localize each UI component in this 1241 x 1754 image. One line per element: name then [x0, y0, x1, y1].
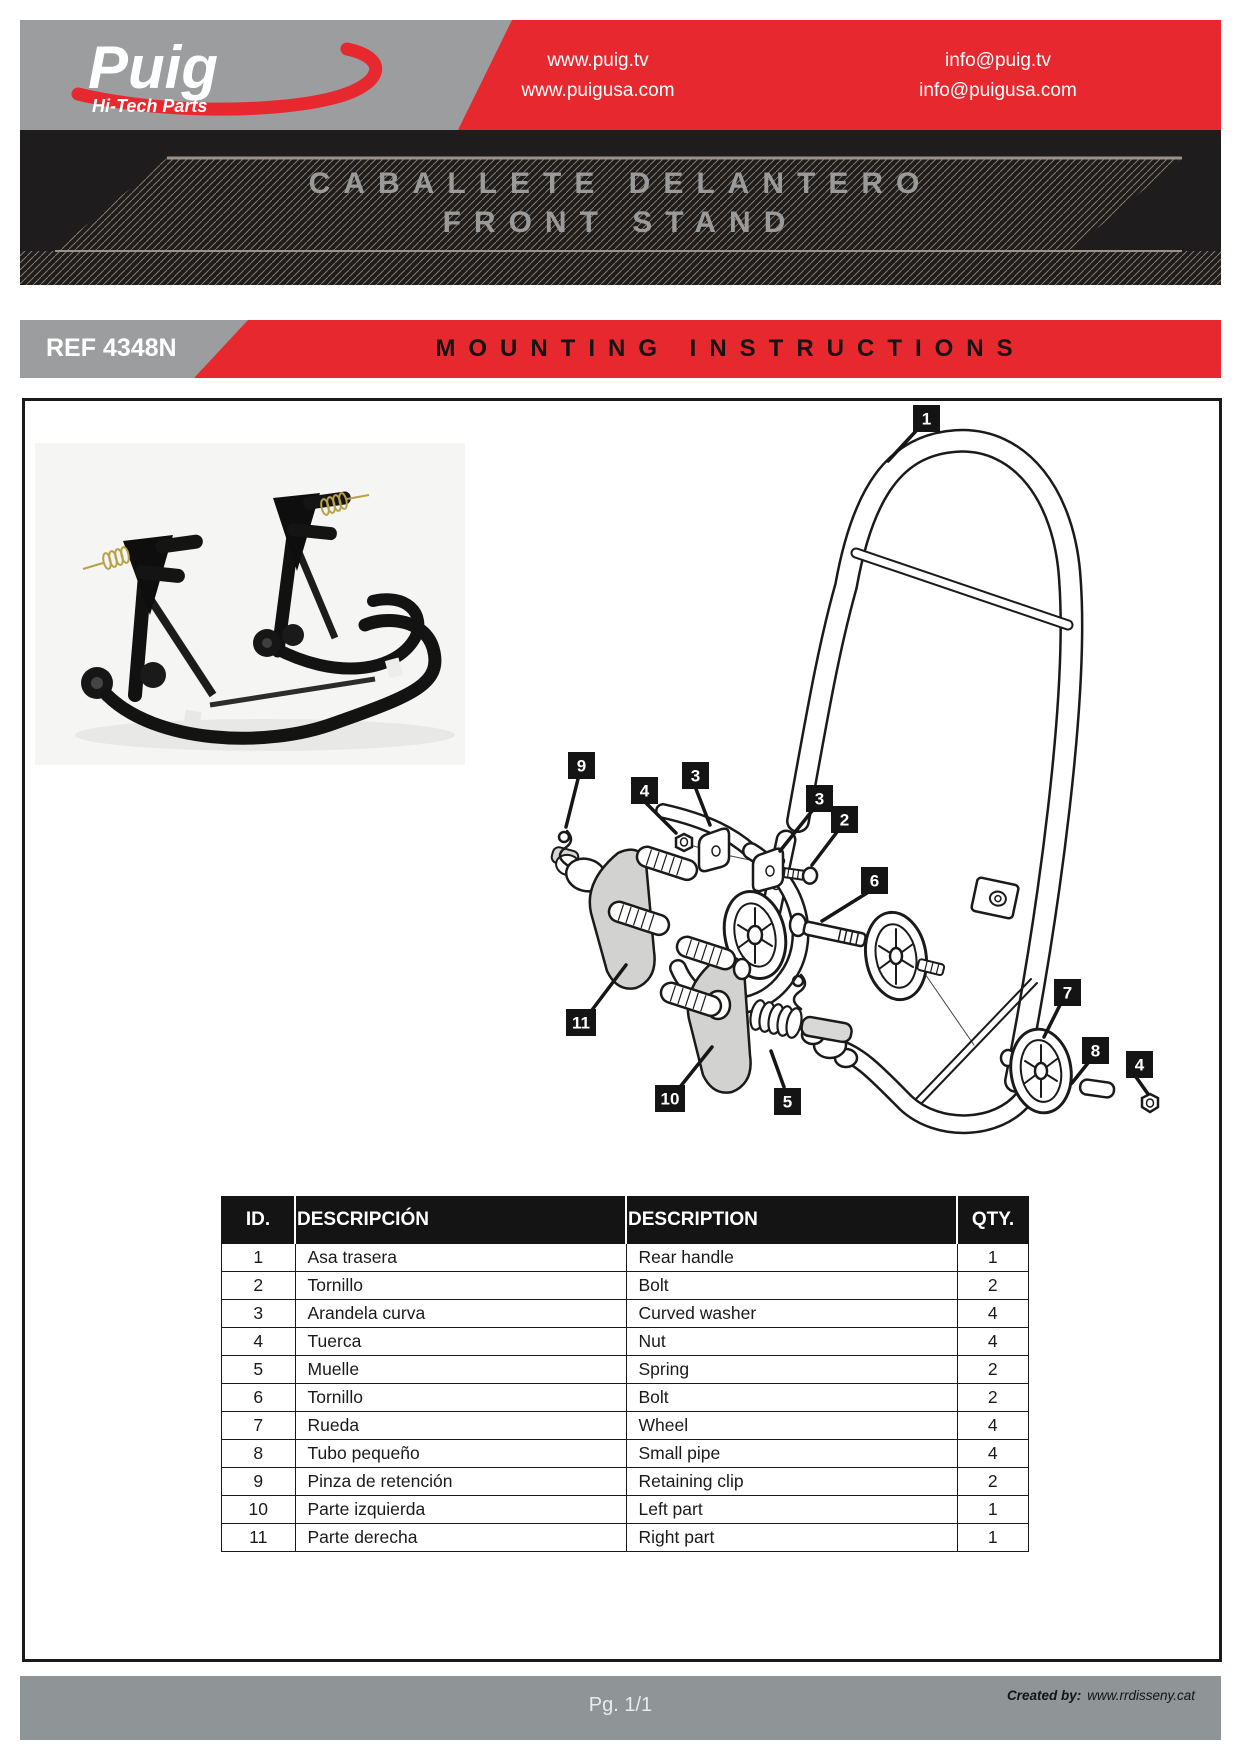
cell-en: Left part — [626, 1496, 957, 1524]
cell-en: Retaining clip — [626, 1468, 957, 1496]
cell-id: 8 — [222, 1440, 296, 1468]
cell-id: 5 — [222, 1356, 296, 1384]
cell-id: 6 — [222, 1384, 296, 1412]
svg-text:5: 5 — [782, 1092, 793, 1112]
cell-es: Parte izquierda — [295, 1496, 626, 1524]
cell-en: Rear handle — [626, 1244, 957, 1272]
table-row — [222, 1412, 1029, 1440]
cell-en: Curved washer — [626, 1300, 957, 1328]
parts-table — [221, 1196, 1029, 1552]
created-by-label: Created by: — [1006, 1688, 1082, 1703]
cell-es: Tubo pequeño — [295, 1440, 626, 1468]
cell-qty: 4 — [957, 1412, 1029, 1440]
table-row — [222, 1328, 1029, 1356]
page-footer — [20, 1676, 1221, 1740]
curved-washer-3b-icon — [753, 849, 783, 892]
reference-code: REF 4348N — [46, 334, 177, 362]
col-header-descripcion: DESCRIPCIÓN — [295, 1197, 626, 1244]
cell-es: Tornillo — [295, 1272, 626, 1300]
table-header-row — [222, 1197, 1029, 1244]
mounting-instructions-title: MOUNTING INSTRUCTIONS — [435, 335, 1026, 362]
svg-text:9: 9 — [576, 756, 587, 776]
document-title — [20, 164, 1221, 242]
svg-text:4: 4 — [639, 781, 650, 801]
cell-id: 4 — [222, 1328, 296, 1356]
email-link-puigusa: info@puigusa.com — [919, 80, 1077, 101]
cell-qty: 4 — [957, 1328, 1029, 1356]
title-banner — [20, 130, 1221, 285]
ref-banner — [20, 320, 1221, 378]
svg-text:3: 3 — [690, 766, 701, 786]
created-by-url: www.rrdisseny.cat — [1087, 1688, 1195, 1703]
table-row — [222, 1300, 1029, 1328]
col-header-id: ID. — [222, 1197, 296, 1244]
wheel-exploded-icon — [859, 907, 945, 1004]
website-links — [488, 46, 708, 106]
table-row — [222, 1272, 1029, 1300]
svg-text:1: 1 — [921, 409, 932, 429]
logo-tagline-text: Hi-Tech Parts — [92, 96, 208, 116]
svg-text:6: 6 — [869, 871, 880, 891]
cell-id: 9 — [222, 1468, 296, 1496]
document-title-es: CABALLETE DELANTERO — [308, 167, 933, 200]
curved-washer-3a-icon — [699, 829, 729, 872]
cell-es: Parte derecha — [295, 1524, 626, 1552]
created-by — [1007, 1688, 1195, 1703]
cell-es: Muelle — [295, 1356, 626, 1384]
cell-qty: 2 — [957, 1468, 1029, 1496]
page-number: Pg. 1/1 — [588, 1694, 653, 1716]
email-links — [868, 46, 1128, 106]
cell-en: Right part — [626, 1524, 957, 1552]
table-row — [222, 1524, 1029, 1552]
svg-text:8: 8 — [1090, 1041, 1101, 1061]
exploded-diagram — [468, 403, 1218, 1143]
cell-id: 10 — [222, 1496, 296, 1524]
svg-text:3: 3 — [814, 789, 825, 809]
table-row — [222, 1468, 1029, 1496]
cell-id: 7 — [222, 1412, 296, 1440]
cell-en: Wheel — [626, 1412, 957, 1440]
page-header — [20, 20, 1221, 130]
cell-en: Small pipe — [626, 1440, 957, 1468]
logo-brand-text: Puig — [88, 34, 218, 101]
website-link-puigtv: www.puig.tv — [547, 50, 649, 71]
svg-text:4: 4 — [1134, 1055, 1145, 1075]
cell-id: 11 — [222, 1524, 296, 1552]
product-photo — [35, 443, 465, 765]
cell-es: Tuerca — [295, 1328, 626, 1356]
svg-text:7: 7 — [1062, 983, 1073, 1003]
nut-4b-icon — [1142, 1094, 1158, 1112]
website-link-puigusa: www.puigusa.com — [521, 80, 675, 101]
nut-4a-icon — [676, 834, 692, 851]
svg-text:10: 10 — [660, 1089, 680, 1109]
col-header-description: DESCRIPTION — [626, 1197, 957, 1244]
cell-id: 1 — [222, 1244, 296, 1272]
cell-qty: 1 — [957, 1496, 1029, 1524]
cell-en: Bolt — [626, 1384, 957, 1412]
cell-es: Pinza de retención — [295, 1468, 626, 1496]
cell-qty: 2 — [957, 1356, 1029, 1384]
cell-qty: 1 — [957, 1244, 1029, 1272]
cell-en: Nut — [626, 1328, 957, 1356]
cell-qty: 4 — [957, 1440, 1029, 1468]
cell-qty: 2 — [957, 1384, 1029, 1412]
cell-qty: 4 — [957, 1300, 1029, 1328]
cell-es: Rueda — [295, 1412, 626, 1440]
cell-es: Tornillo — [295, 1384, 626, 1412]
cell-en: Bolt — [626, 1272, 957, 1300]
puig-logo — [50, 28, 410, 122]
cell-id: 2 — [222, 1272, 296, 1300]
svg-text:2: 2 — [839, 810, 850, 830]
cell-id: 3 — [222, 1300, 296, 1328]
spring-5-icon — [748, 999, 853, 1043]
table-row — [222, 1244, 1029, 1272]
content-box — [22, 398, 1222, 1662]
table-row — [222, 1440, 1029, 1468]
cell-es: Arandela curva — [295, 1300, 626, 1328]
table-row — [222, 1496, 1029, 1524]
cell-qty: 1 — [957, 1524, 1029, 1552]
document-title-en: FRONT STAND — [442, 206, 799, 239]
email-link-puigtv: info@puig.tv — [945, 50, 1051, 71]
table-row — [222, 1384, 1029, 1412]
small-pipe-icon — [1079, 1079, 1115, 1099]
svg-text:11: 11 — [572, 1013, 590, 1033]
cell-qty: 2 — [957, 1272, 1029, 1300]
cell-es: Asa trasera — [295, 1244, 626, 1272]
col-header-qty: QTY. — [957, 1197, 1029, 1244]
cell-en: Spring — [626, 1356, 957, 1384]
table-row — [222, 1356, 1029, 1384]
